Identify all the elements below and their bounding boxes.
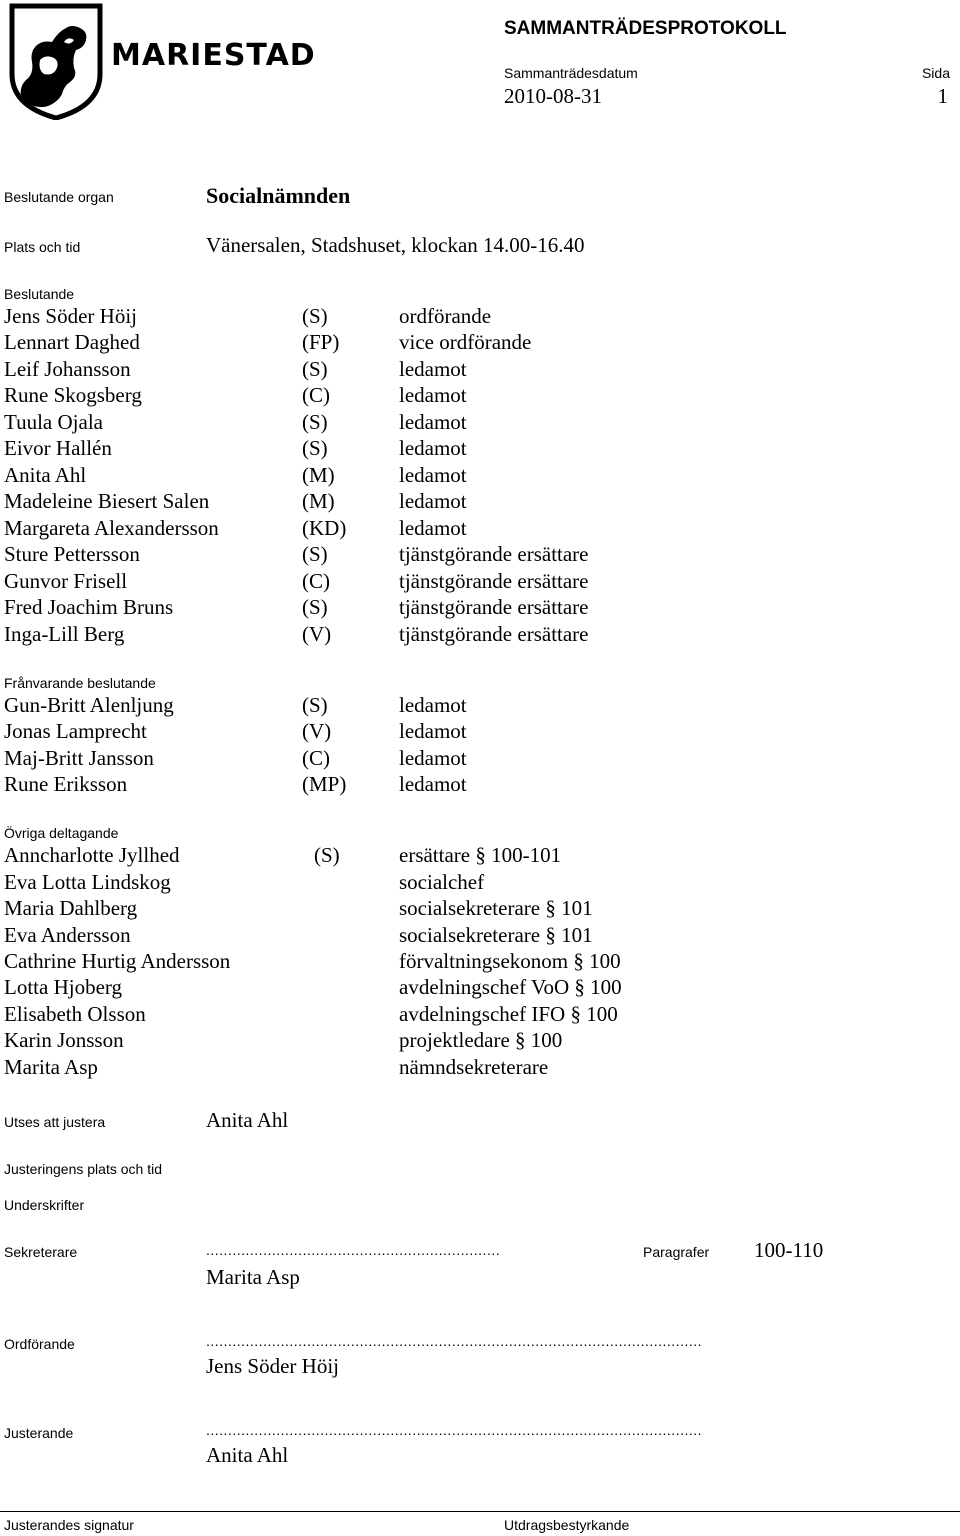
member-name: Rune Eriksson xyxy=(4,772,128,796)
member-role xyxy=(399,975,622,1000)
member-name: Maria Dahlberg xyxy=(4,896,138,920)
member-role: ledamot xyxy=(399,357,467,381)
franvarande-label: Frånvarande beslutande xyxy=(4,675,156,691)
member-party: (C) xyxy=(302,569,330,593)
member-party: (S) xyxy=(314,843,340,867)
paragraph-ref: 100 xyxy=(589,949,621,973)
member-name: Marita Asp xyxy=(4,1055,98,1079)
member-role: tjänstgörande ersättare xyxy=(399,595,589,619)
justerande-label: Justerande xyxy=(4,1425,74,1441)
member-party: (KD) xyxy=(302,516,347,540)
role-text: socialsekreterare xyxy=(399,896,541,920)
member-role: ledamot xyxy=(399,772,467,796)
logo-text: MARIESTAD xyxy=(111,38,316,73)
member-name: Madeleine Biesert Salen xyxy=(4,489,210,513)
paragraph-ref: 100 xyxy=(530,1028,563,1052)
section-icon: § xyxy=(545,923,556,947)
paragraph-ref: 100 xyxy=(590,975,622,999)
place-label: Plats och tid xyxy=(4,239,81,255)
member-party: (S) xyxy=(302,304,328,328)
member-role: ledamot xyxy=(399,746,467,770)
sekreterare-signature-line: ................................................................... xyxy=(206,1242,501,1258)
sekreterare-name: Marita Asp xyxy=(206,1265,300,1289)
footer-utdrag-label: Utdragsbestyrkande xyxy=(504,1517,630,1533)
member-party: (S) xyxy=(302,595,328,619)
member-role: tjänstgörande ersättare xyxy=(399,622,589,646)
member-role: ledamot xyxy=(399,383,467,407)
organ-value: Socialnämnden xyxy=(206,183,351,208)
justerande-signature-line: ................................................................................................................. xyxy=(206,1422,703,1438)
member-name: Cathrine Hurtig Andersson xyxy=(4,949,231,973)
member-name: Inga-Lill Berg xyxy=(4,622,125,646)
beslutande-label: Beslutande xyxy=(4,286,75,302)
member-role: tjänstgörande ersättare xyxy=(399,569,589,593)
sekreterare-label: Sekreterare xyxy=(4,1244,78,1260)
member-name: Fred Joachim Bruns xyxy=(4,595,174,619)
footer-divider xyxy=(0,1511,960,1512)
role-text: avdelningschef IFO xyxy=(399,1002,566,1026)
member-name: Jens Söder Höij xyxy=(4,304,137,328)
member-role xyxy=(399,843,561,868)
paragrafer-label: Paragrafer xyxy=(643,1244,710,1260)
member-party: (C) xyxy=(302,383,330,407)
member-party: (V) xyxy=(302,719,332,743)
member-role xyxy=(399,923,593,948)
member-name: Anncharlotte Jyllhed xyxy=(4,843,180,867)
ovriga-label: Övriga deltagande xyxy=(4,825,119,841)
member-party: (M) xyxy=(302,463,335,487)
member-role: socialchef xyxy=(399,870,485,894)
member-name: Eva Andersson xyxy=(4,923,131,947)
member-name: Elisabeth Olsson xyxy=(4,1002,146,1026)
member-role xyxy=(399,1028,562,1053)
member-name: Tuula Ojala xyxy=(4,410,103,434)
justerande-name: Anita Ahl xyxy=(206,1443,289,1467)
ordforande-signature-line: ................................................................................................................. xyxy=(206,1333,703,1349)
member-party: (S) xyxy=(302,542,328,566)
paragrafer-value: 100-110 xyxy=(754,1238,824,1262)
section-icon: § xyxy=(475,843,486,867)
ordforande-name: Jens Söder Höij xyxy=(206,1354,339,1378)
member-party: (S) xyxy=(302,436,328,460)
utses-label: Utses att justera xyxy=(4,1114,106,1130)
member-name: Gun-Britt Alenljung xyxy=(4,693,174,717)
meeting-date: 2010-08-31 xyxy=(504,84,602,108)
section-icon: § xyxy=(574,975,585,999)
role-text: förvaltningsekonom xyxy=(399,949,569,973)
justering-place-label: Justeringens plats och tid xyxy=(4,1161,162,1177)
member-role: ledamot xyxy=(399,463,467,487)
utses-value: Anita Ahl xyxy=(206,1108,289,1132)
member-name: Margareta Alexandersson xyxy=(4,516,219,540)
member-party: (FP) xyxy=(302,330,340,354)
page-number: 1 xyxy=(937,84,948,108)
paragraph-ref: 100-101 xyxy=(491,843,562,867)
member-role: ledamot xyxy=(399,489,467,513)
organ-label: Beslutande organ xyxy=(4,189,114,205)
member-role: ledamot xyxy=(399,516,467,540)
underskrifter-label: Underskrifter xyxy=(4,1197,85,1213)
section-icon: § xyxy=(570,1002,581,1026)
member-party: (S) xyxy=(302,693,328,717)
section-icon: § xyxy=(515,1028,526,1052)
role-text: socialsekreterare xyxy=(399,923,541,947)
member-role: ledamot xyxy=(399,436,467,460)
role-text: avdelningschef VoO xyxy=(399,975,570,999)
page-label: Sida xyxy=(921,65,950,81)
member-role: ordförande xyxy=(399,304,492,328)
member-role xyxy=(399,896,593,921)
member-name: Maj-Britt Jansson xyxy=(4,746,154,770)
role-text: projektledare xyxy=(399,1028,510,1052)
paragraph-ref: 101 xyxy=(561,896,593,920)
paragraph-ref: 100 xyxy=(586,1002,618,1026)
footer-signatur-label: Justerandes signatur xyxy=(4,1517,134,1533)
member-party: (M) xyxy=(302,489,335,513)
member-name: Anita Ahl xyxy=(4,463,87,487)
member-party: (C) xyxy=(302,746,330,770)
member-name: Sture Pettersson xyxy=(4,542,140,566)
member-name: Eivor Hallén xyxy=(4,436,112,460)
member-role: tjänstgörande ersättare xyxy=(399,542,589,566)
member-name: Jonas Lamprecht xyxy=(4,719,147,743)
section-icon: § xyxy=(545,896,556,920)
member-name: Gunvor Frisell xyxy=(4,569,128,593)
member-party: (S) xyxy=(302,410,328,434)
section-icon: § xyxy=(573,949,584,973)
date-label: Sammanträdesdatum xyxy=(504,65,638,81)
member-role xyxy=(399,1002,618,1027)
member-name: Lotta Hjoberg xyxy=(4,975,123,999)
member-party: (V) xyxy=(302,622,332,646)
member-name: Karin Jonsson xyxy=(4,1028,124,1052)
mariestad-logo xyxy=(8,2,316,125)
document-type: SAMMANTRÄDESPROTOKOLL xyxy=(504,18,787,39)
member-name: Eva Lotta Lindskog xyxy=(4,870,171,894)
member-party: (MP) xyxy=(302,772,347,796)
paragraph-ref: 101 xyxy=(561,923,593,947)
member-role: ledamot xyxy=(399,410,467,434)
member-name: Lennart Daghed xyxy=(4,330,140,354)
member-role: ledamot xyxy=(399,719,467,743)
member-role: vice ordförande xyxy=(399,330,532,354)
member-role xyxy=(399,949,621,974)
member-name: Leif Johansson xyxy=(4,357,131,381)
member-role: ledamot xyxy=(399,693,467,717)
member-name: Rune Skogsberg xyxy=(4,383,142,407)
place-value: Vänersalen, Stadshuset, klockan 14.00-16.40 xyxy=(206,233,585,257)
member-role: nämndsekreterare xyxy=(399,1055,549,1079)
ordforande-label: Ordförande xyxy=(4,1336,75,1352)
member-party: (S) xyxy=(302,357,328,381)
role-text: ersättare xyxy=(399,843,471,867)
